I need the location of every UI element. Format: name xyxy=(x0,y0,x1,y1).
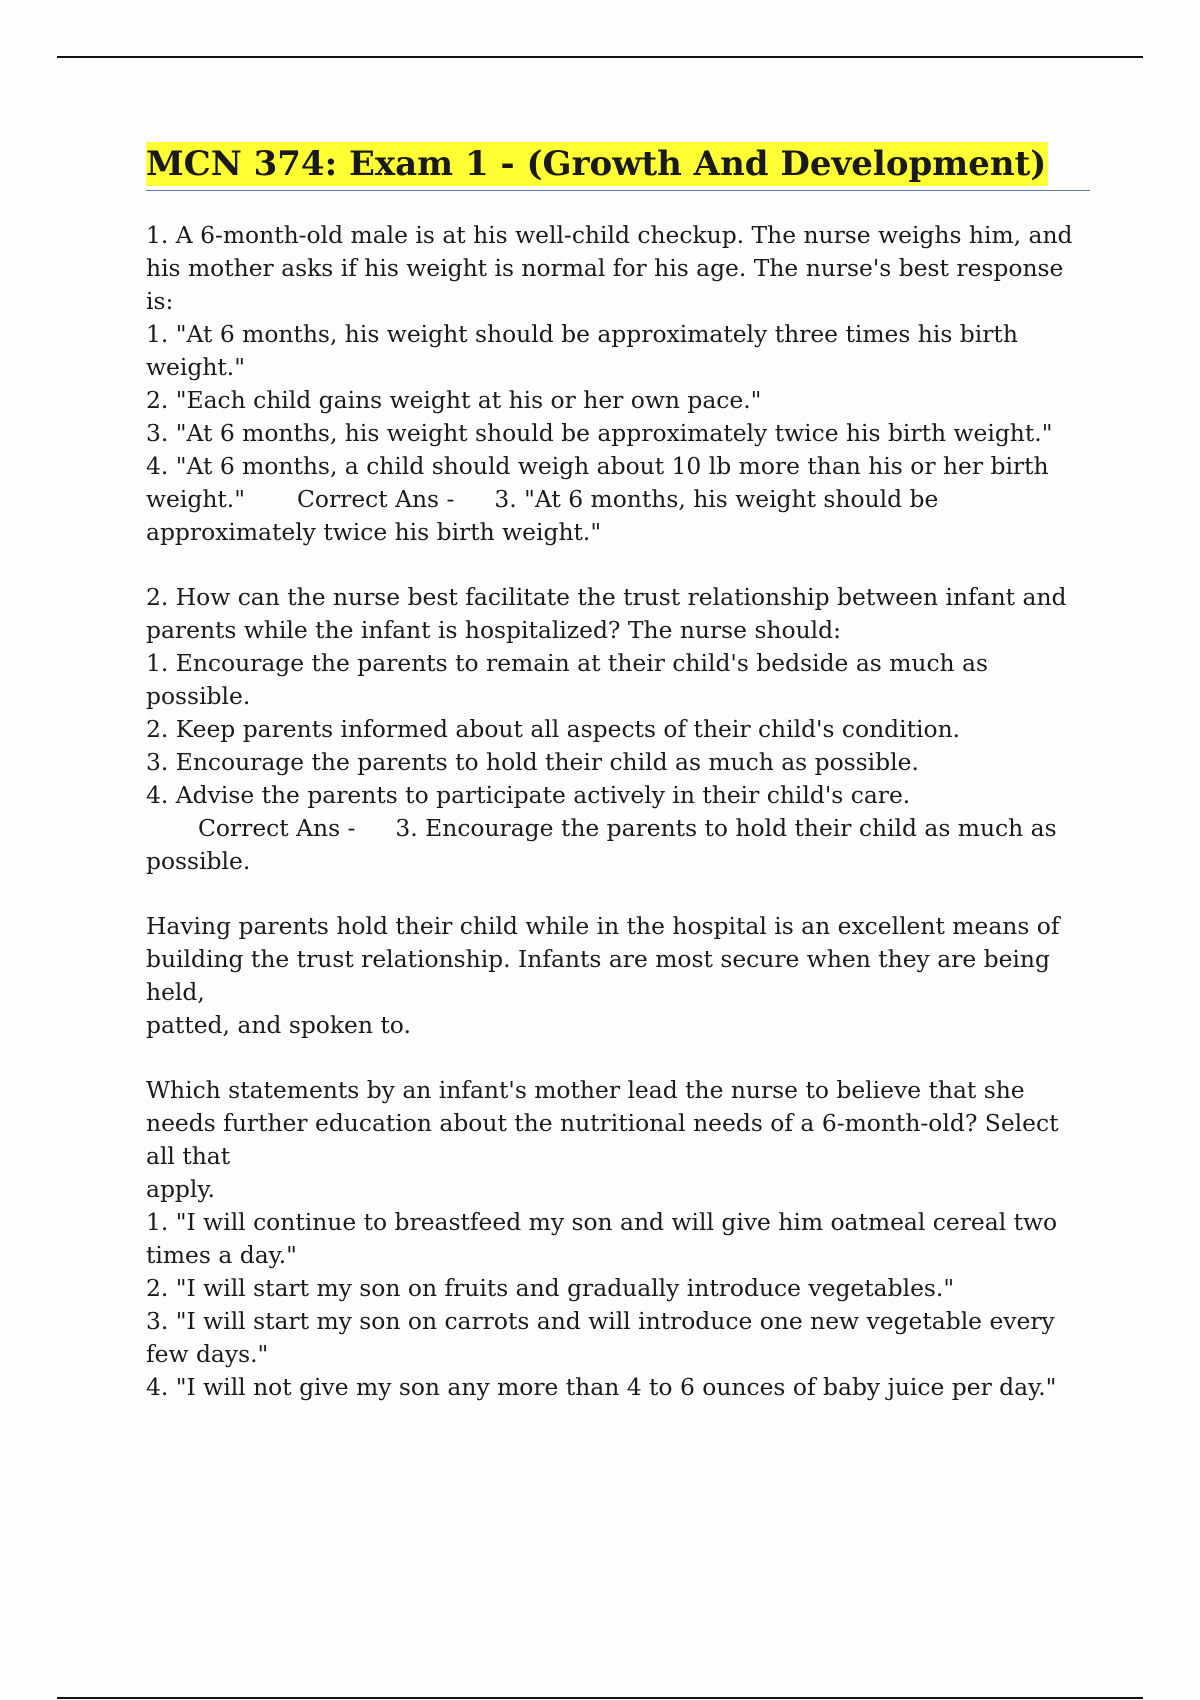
q1-correct-label: Correct Ans - xyxy=(296,485,455,513)
q2-option-2: 2. Keep parents informed about all aspects of their child's condition. xyxy=(146,715,961,743)
q1-option-4: 4. "At 6 months, a child should weigh about 10 lb more than his or her birth weight." xyxy=(146,452,1049,513)
q2-option-3: 3. Encourage the parents to hold their child as much as possible. xyxy=(146,748,919,776)
document-title: MCN 374: Exam 1 - (Growth And Development) xyxy=(146,144,1047,184)
q2-correct-answer: 3. Encourage the parents to hold their child as much as possible. xyxy=(146,814,1057,875)
q2-stem: 2. How can the nurse best facilitate the trust relationship between infant and parents while the infant is hospitalized? The nurse should: xyxy=(146,583,1067,644)
document-page xyxy=(146,142,1090,1404)
q3-option-3: 3. "I will start my son on carrots and will introduce one new vegetable every few days." xyxy=(146,1307,1055,1368)
q2-option-4: 4. Advise the parents to participate actively in their child's care. xyxy=(146,781,911,809)
title-underline xyxy=(146,142,1090,191)
q3-stem-line-2: apply. xyxy=(146,1175,215,1203)
q2-option-1: 1. Encourage the parents to remain at their child's bedside as much as possible. xyxy=(146,649,989,710)
q2-correct-label: Correct Ans - xyxy=(198,814,356,842)
q1-stem: 1. A 6-month-old male is at his well-child checkup. The nurse weighs him, and his mother asks if his weight is normal for his age. The nurse's best response is: xyxy=(146,221,1073,315)
q1-option-2: 2. "Each child gains weight at his or her own pace." xyxy=(146,386,762,414)
q3-option-2: 2. "I will start my son on fruits and gradually introduce vegetables." xyxy=(146,1274,955,1302)
q3-option-4: 4. "I will not give my son any more than 4 to 6 ounces of baby juice per day." xyxy=(146,1373,1057,1401)
q2-option-4-with-answer xyxy=(146,779,1090,878)
q2-rationale-line-2: patted, and spoken to. xyxy=(146,1011,411,1039)
footer-rule xyxy=(57,1697,1143,1699)
q1-option-3: 3. "At 6 months, his weight should be approximately twice his birth weight." xyxy=(146,419,1053,447)
q1-correct-answer: 3. "At 6 months, his weight should be approximately twice his birth weight." xyxy=(146,485,939,546)
q3-option-1: 1. "I will continue to breastfeed my son and will give him oatmeal cereal two times a day." xyxy=(146,1208,1058,1269)
q1-option-4-with-answer xyxy=(146,450,1090,549)
q2-rationale-line-1: Having parents hold their child while in the hospital is an excellent means of building the trust relationship. Infants are most secure when they are being held, xyxy=(146,912,1060,1006)
header-rule xyxy=(57,56,1143,58)
q3-stem-line-1: Which statements by an infant's mother lead the nurse to believe that she needs further education about the nutritional needs of a 6-month-old? Select all that xyxy=(146,1076,1059,1170)
document-body xyxy=(146,219,1090,1404)
q1-option-1: 1. "At 6 months, his weight should be approximately three times his birth weight." xyxy=(146,320,1018,381)
